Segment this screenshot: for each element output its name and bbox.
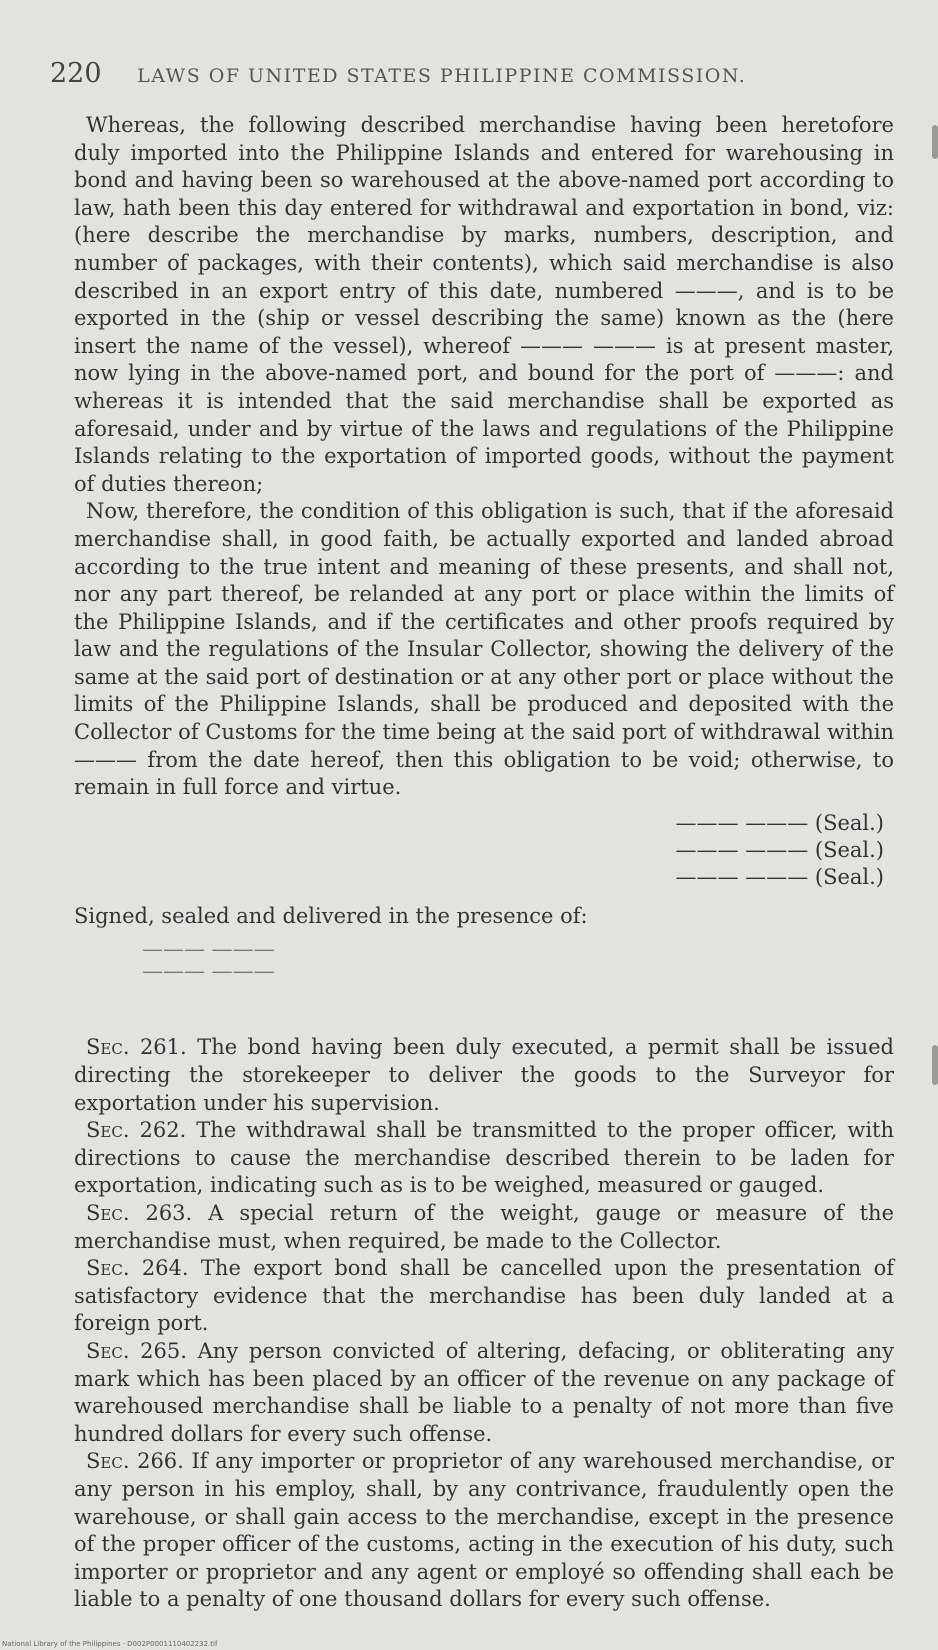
page-edge-mark (932, 1045, 938, 1085)
section-label: Sec. 261. (86, 1035, 187, 1060)
section-text: If any importer or proprietor of any warehoused merchandise, or any person in his employ, shall, by any contrivance, fraudulently open the warehouse, or shall gain access to the merchandise, except in the presence of the proper officer of the customs, acting in the execution of his duty, such importer or proprietor and any agent or employé so offending shall each be liable to a penalty of one thousand dollars for every such offense. (74, 1449, 894, 1612)
section-263 (74, 1200, 894, 1255)
sections-list (74, 1034, 894, 1613)
witness-line: ——— ——— (142, 959, 275, 984)
seal-line: ——— ——— (Seal.) (675, 810, 884, 835)
seal-block (74, 810, 884, 891)
section-262 (74, 1117, 894, 1200)
section-label: Sec. 266. (86, 1449, 184, 1474)
running-title: LAWS OF UNITED STATES PHILIPPINE COMMISSION. (137, 65, 747, 87)
section-label: Sec. 262. (86, 1118, 187, 1143)
section-266 (74, 1448, 894, 1614)
section-264 (74, 1255, 894, 1338)
section-text: Any person convicted of altering, defacing, or obliterating any mark which has been placed by an officer of the revenue on any package of warehoused merchandise shall be liable to a penalty of not more than five hundred dollars for every such offense. (74, 1338, 895, 1446)
section-label: Sec. 265. (86, 1338, 187, 1363)
running-header (50, 58, 880, 89)
signed-sealed-line: Signed, sealed and delivered in the presence of: (74, 903, 588, 928)
page-number: 220 (50, 58, 102, 89)
section-261 (74, 1034, 894, 1117)
section-text: The export bond shall be cancelled upon the presentation of satisfactory evidence that the merchandise has been duly landed at a foreign port. (74, 1256, 894, 1336)
page-body (74, 112, 894, 1614)
section-label: Sec. 263. (86, 1201, 193, 1225)
witness-lines (142, 938, 894, 982)
paragraph-now-therefore: Now, therefore, the condition of this obligation is such, that if the aforesaid merchandise shall, in good faith, be actually exported and landed abroad according to the true intent and meaning of these presents, and shall not, nor any part thereof, be relanded at any port or place within the limits of the Philippine Islands, and if the certificates and other proofs required by law and the regulations of the Insular Collector, showing the delivery of the same at the said port of destination or at any other port or place without the limits of the Philippine Islands, shall be produced and deposited with the Collector of Customs for the time being at the said port of withdrawal within ——— from the date hereof, then this obligation to be void; otherwise, to remain in full force and virtue. (74, 499, 894, 800)
section-label: Sec. 264. (86, 1256, 189, 1281)
scan-footer: National Library of the Philippines · D002P0001110402232.tif (2, 1640, 218, 1648)
witness-line: ——— ——— (142, 937, 275, 962)
page-edge-mark (932, 125, 938, 159)
section-text: The withdrawal shall be transmitted to the proper officer, with directions to cause the merchandise described therein to be laden for exportation, indicating such as is to be weighed, measured or gauged. (74, 1118, 895, 1198)
section-text: The bond having been duly executed, a permit shall be issued directing the storekeeper to deliver the goods to the Surveyor for exportation under his supervision. (74, 1035, 895, 1115)
seal-line: ——— ——— (Seal.) (675, 864, 884, 889)
section-265 (74, 1338, 894, 1448)
paragraph-whereas: Whereas, the following described merchandise having been heretofore duly imported into the Philippine Islands and entered for warehousing in bond and having been so warehoused at the above-named port according to law, hath been this day entered for withdrawal and exportation in bond, viz: (here describe the merchandise by marks, numbers, description, and number of packages, with their contents), which said merchandise is also described in an export entry of this date, numbered ———, and is to be exported in the (ship or vessel describing the same) known as the (here insert the name of the vessel), whereof ——— ——— is at present master, now lying in the above-named port, and bound for the port of ———: and whereas it is intended that the said merchandise shall be exported as aforesaid, under and by virtue of the laws and regulations of the Philippine Islands relating to the exportation of imported goods, without the payment of duties thereon; (74, 113, 894, 496)
section-text: A special return of the weight, gauge or measure of the merchandise must, when required, be made to the Collector. (74, 1201, 894, 1253)
seal-line: ——— ——— (Seal.) (675, 837, 884, 862)
